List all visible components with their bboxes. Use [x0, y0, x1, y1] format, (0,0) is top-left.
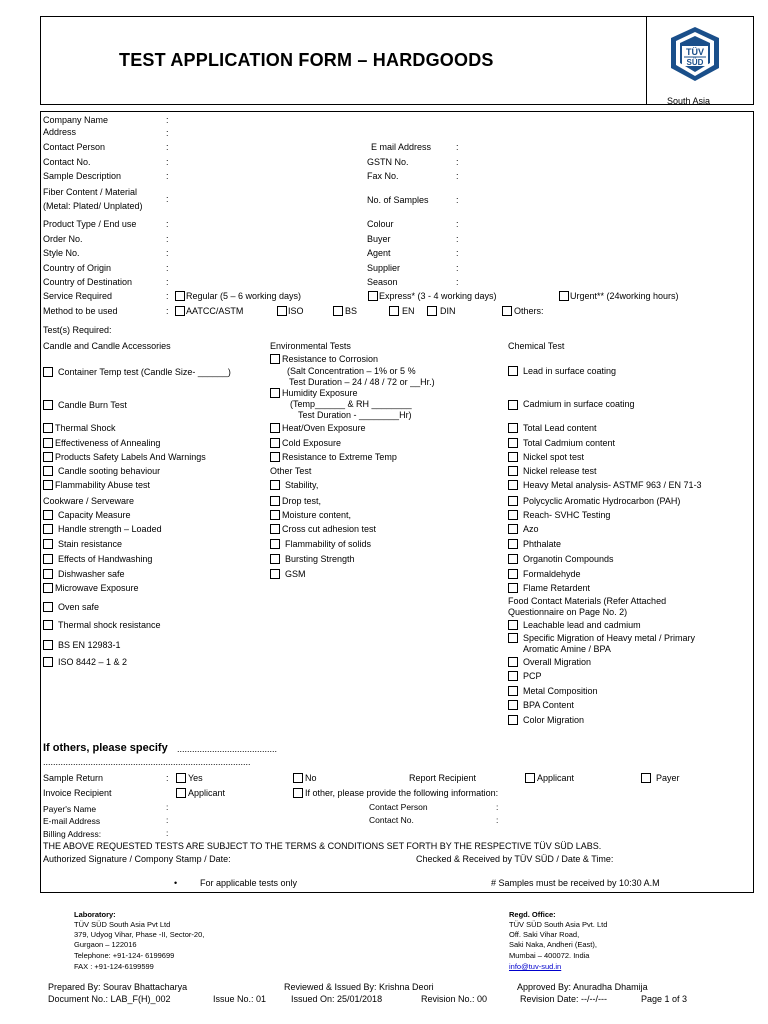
- colon: :: [456, 219, 459, 229]
- others-specify-dots[interactable]: ........................................: [177, 744, 278, 754]
- checkbox-invoice-applicant[interactable]: [176, 788, 186, 798]
- label-method: Method to be used: [43, 306, 118, 316]
- label-country-destination: Country of Destination: [43, 277, 133, 287]
- checkbox-capacity[interactable]: [43, 510, 53, 520]
- checkbox-express[interactable]: [368, 291, 378, 301]
- logo-region: South Asia: [667, 96, 711, 106]
- option-others: Others:: [514, 306, 544, 316]
- note-applicable: For applicable tests only: [200, 878, 298, 888]
- label-billing-address: Billing Address:: [43, 829, 102, 839]
- test-cadmium-surface: Cadmium in surface coating: [523, 399, 635, 409]
- test-gsm: GSM: [285, 569, 306, 579]
- checkbox-bs-en[interactable]: [43, 640, 53, 650]
- others-specify-dots-2[interactable]: ...................................................................................: [43, 757, 251, 767]
- test-candle-burn: Candle Burn Test: [58, 400, 127, 410]
- checkbox-cross-cut[interactable]: [270, 524, 280, 534]
- label-order-no: Order No.: [43, 234, 83, 244]
- test-cross-cut: Cross cut adhesion test: [282, 524, 377, 534]
- environmental-heading: Environmental Tests: [270, 341, 351, 351]
- label-fiber-content-2: (Metal: Plated/ Unplated): [43, 201, 143, 211]
- test-leachable: Leachable lead and cadmium: [523, 620, 641, 630]
- colon: :: [456, 157, 459, 167]
- approved-by: Approved By: Anuradha Dhamija: [517, 982, 648, 992]
- test-drop: Drop test,: [282, 496, 322, 506]
- option-bs: BS: [345, 306, 358, 316]
- test-microwave: Microwave Exposure: [55, 583, 139, 593]
- checkbox-safety-labels[interactable]: [43, 452, 53, 462]
- test-organotin: Organotin Compounds: [523, 554, 614, 564]
- label-gstn: GSTN No.: [367, 157, 409, 167]
- colon: :: [166, 815, 169, 825]
- checkbox-metal-composition[interactable]: [508, 686, 518, 696]
- header-divider: [646, 17, 647, 104]
- label-address: Address: [43, 127, 77, 137]
- colon: :: [166, 219, 169, 229]
- test-heat-oven: Heat/Oven Exposure: [282, 423, 366, 433]
- regd-office-email-link[interactable]: info@tuv-sud.in: [509, 962, 562, 971]
- checkbox-phthalate[interactable]: [508, 539, 518, 549]
- checkbox-heavy-metal[interactable]: [508, 480, 518, 490]
- checkbox-total-cadmium[interactable]: [508, 438, 518, 448]
- checkbox-regular[interactable]: [175, 291, 185, 301]
- colon: :: [166, 142, 169, 152]
- checkbox-azo[interactable]: [508, 524, 518, 534]
- option-report-applicant: Applicant: [537, 773, 575, 783]
- checkbox-urgent[interactable]: [559, 291, 569, 301]
- test-color-migration: Color Migration: [523, 715, 585, 725]
- option-urgent: Urgent** (24working hours): [570, 291, 679, 301]
- checkbox-flammability-abuse[interactable]: [43, 480, 53, 490]
- test-candle-sooting: Candle sooting behaviour: [58, 466, 161, 476]
- checkbox-candle-sooting[interactable]: [43, 466, 53, 476]
- colon: :: [166, 828, 169, 838]
- colon: :: [166, 291, 169, 301]
- label-signature: Authorized Signature / Compony Stamp / Date:: [43, 854, 231, 864]
- laboratory-line: Telephone: +91-124- 6199699: [74, 951, 175, 960]
- label-payer-contact-person: Contact Person: [369, 802, 428, 812]
- checkbox-flammability-solids[interactable]: [270, 539, 280, 549]
- checkbox-organotin[interactable]: [508, 554, 518, 564]
- checkbox-specific-migration[interactable]: [508, 633, 518, 643]
- checkbox-overall-migration[interactable]: [508, 657, 518, 667]
- label-contact-person: Contact Person: [43, 142, 106, 152]
- colon: :: [456, 263, 459, 273]
- checkbox-corrosion[interactable]: [270, 354, 280, 364]
- checkbox-reach[interactable]: [508, 510, 518, 520]
- test-phthalate: Phthalate: [523, 539, 562, 549]
- label-country-origin: Country of Origin: [43, 263, 112, 273]
- checkbox-total-lead[interactable]: [508, 423, 518, 433]
- option-report-payer: Payer: [656, 773, 680, 783]
- checkbox-report-payer[interactable]: [641, 773, 651, 783]
- colon: :: [166, 263, 169, 273]
- label-sample-description: Sample Description: [43, 171, 122, 181]
- test-stain: Stain resistance: [58, 539, 123, 549]
- test-stability: Stability,: [285, 480, 319, 490]
- tests-required-heading: Test(s) Required:: [43, 325, 112, 335]
- checkbox-formaldehyde[interactable]: [508, 569, 518, 579]
- revision-no: Revision No.: 00: [421, 994, 488, 1004]
- form-title: TEST APPLICATION FORM – HARDGOODS: [119, 50, 494, 70]
- test-specific-migration-2: Aromatic Amine / BPA: [523, 644, 611, 654]
- test-overall-migration: Overall Migration: [523, 657, 592, 667]
- colon: :: [456, 171, 459, 181]
- checkbox-extreme-temp[interactable]: [270, 452, 280, 462]
- test-flammability-abuse: Flammability Abuse test: [55, 480, 151, 490]
- label-style-no: Style No.: [43, 248, 80, 258]
- test-handle-strength: Handle strength – Loaded: [58, 524, 162, 534]
- colon: :: [456, 195, 459, 205]
- option-din: DIN: [440, 306, 456, 316]
- colon: :: [166, 157, 169, 167]
- label-colour: Colour: [367, 219, 394, 229]
- checkbox-cold[interactable]: [270, 438, 280, 448]
- laboratory-line: Gurgaon – 122016: [74, 940, 137, 949]
- test-heavy-metal: Heavy Metal analysis- ASTMF 963 / EN 71-3: [523, 480, 702, 490]
- test-bpa: BPA Content: [523, 700, 574, 710]
- checkbox-thermal-shock-resistance[interactable]: [43, 620, 53, 630]
- revision-date: Revision Date: --/--/---: [520, 994, 608, 1004]
- cookware-heading: Cookware / Serveware: [43, 496, 135, 506]
- test-azo: Azo: [523, 524, 539, 534]
- label-sample-return: Sample Return: [43, 773, 104, 783]
- laboratory-line: TÜV SÜD South Asia Pvt Ltd: [74, 920, 171, 929]
- option-iso: ISO: [288, 306, 304, 316]
- test-humidity: Humidity Exposure: [282, 388, 358, 398]
- colon: :: [496, 815, 499, 825]
- checkbox-nickel-spot[interactable]: [508, 452, 518, 462]
- checkbox-en[interactable]: [389, 306, 399, 316]
- test-extreme-temp: Resistance to Extreme Temp: [282, 452, 397, 462]
- label-email: E mail Address: [371, 142, 432, 152]
- form-header: [40, 16, 754, 105]
- regd-office-line: Mumbai – 400072. India: [509, 951, 590, 960]
- checkbox-stain[interactable]: [43, 539, 53, 549]
- svg-text:SÜD: SÜD: [686, 58, 704, 67]
- checkbox-invoice-other[interactable]: [293, 788, 303, 798]
- checkbox-heat-oven[interactable]: [270, 423, 280, 433]
- checkbox-leachable[interactable]: [508, 620, 518, 630]
- colon: :: [166, 248, 169, 258]
- label-service-required: Service Required: [43, 291, 113, 301]
- test-nickel-spot: Nickel spot test: [523, 452, 585, 462]
- option-en: EN: [402, 306, 415, 316]
- checkbox-effectiveness[interactable]: [43, 438, 53, 448]
- checkbox-handle-strength[interactable]: [43, 524, 53, 534]
- checkbox-humidity[interactable]: [270, 388, 280, 398]
- document-no: Document No.: LAB_F(H)_002: [48, 994, 171, 1004]
- checkbox-candle-burn[interactable]: [43, 400, 53, 410]
- checkbox-gsm[interactable]: [270, 569, 280, 579]
- others-specify-label: If others, please specify: [43, 742, 168, 754]
- colon: :: [166, 773, 169, 783]
- colon: :: [456, 142, 459, 152]
- test-safety-labels: Products Safety Labels And Warnings: [55, 452, 206, 462]
- colon: :: [166, 306, 169, 316]
- checkbox-microwave[interactable]: [43, 583, 53, 593]
- test-formaldehyde: Formaldehyde: [523, 569, 581, 579]
- laboratory-line: 379, Udyog Vihar, Phase -II, Sector-20,: [74, 930, 205, 939]
- checkbox-color-migration[interactable]: [508, 715, 518, 725]
- regd-office-heading: Regd. Office:: [509, 910, 556, 919]
- test-metal-composition: Metal Composition: [523, 686, 598, 696]
- test-cold: Cold Exposure: [282, 438, 342, 448]
- regd-office-line: Off. Saki Vihar Road,: [509, 930, 580, 939]
- option-invoice-other: If other, please provide the following information:: [305, 788, 499, 798]
- test-pah: Polycyclic Aromatic Hydrocarbon (PAH): [523, 496, 681, 506]
- checkbox-flame-retardent[interactable]: [508, 583, 518, 593]
- label-payer-name: Payer's Name: [43, 804, 97, 814]
- test-bs-en: BS EN 12983-1: [58, 640, 121, 650]
- colon: :: [166, 194, 169, 204]
- colon: :: [166, 802, 169, 812]
- checkbox-pcp[interactable]: [508, 671, 518, 681]
- food-contact-heading: Food Contact Materials (Refer Attached: [508, 596, 667, 606]
- checkbox-cadmium-surface[interactable]: [508, 400, 518, 410]
- candle-heading: Candle and Candle Accessories: [43, 341, 171, 351]
- checkbox-aatcc-astm[interactable]: [175, 306, 185, 316]
- checkbox-oven[interactable]: [43, 602, 53, 612]
- label-fiber-content: Fiber Content / Material: [43, 187, 138, 197]
- chemical-heading: Chemical Test: [508, 341, 565, 351]
- bullet-icon: •: [174, 878, 178, 888]
- option-regular: Regular (5 – 6 working days): [186, 291, 302, 301]
- test-total-lead: Total Lead content: [523, 423, 597, 433]
- test-moisture: Moisture content,: [282, 510, 352, 520]
- checkbox-drop[interactable]: [270, 496, 280, 506]
- terms-text: THE ABOVE REQUESTED TESTS ARE SUBJECT TO THE TERMS & CONDITIONS SET FORTH BY THE RESPECTIVE TÜV SÜD LABS.: [43, 841, 602, 851]
- option-aatcc-astm: AATCC/ASTM: [186, 306, 244, 316]
- label-agent: Agent: [367, 248, 391, 258]
- checkbox-nickel-release[interactable]: [508, 466, 518, 476]
- checkbox-report-applicant[interactable]: [525, 773, 535, 783]
- label-contact-no: Contact No.: [43, 157, 91, 167]
- test-handwashing: Effects of Handwashing: [58, 554, 153, 564]
- test-effectiveness: Effectiveness of Annealing: [55, 438, 161, 448]
- checkbox-moisture[interactable]: [270, 510, 280, 520]
- checkbox-dishwasher[interactable]: [43, 569, 53, 579]
- checkbox-handwashing[interactable]: [43, 554, 53, 564]
- test-bursting: Bursting Strength: [285, 554, 355, 564]
- page-number: Page 1 of 3: [641, 994, 688, 1004]
- issued-on: Issued On: 25/01/2018: [291, 994, 383, 1004]
- colon: :: [166, 234, 169, 244]
- colon: :: [456, 277, 459, 287]
- reviewed-by: Reviewed & Issued By: Krishna Deori: [284, 982, 434, 992]
- checkbox-return-no[interactable]: [293, 773, 303, 783]
- checkbox-bursting[interactable]: [270, 554, 280, 564]
- label-supplier: Supplier: [367, 263, 401, 273]
- colon: :: [456, 248, 459, 258]
- regd-office-line: Saki Naka, Andheri (East),: [509, 940, 597, 949]
- test-humidity-temp: (Temp______ & RH ________: [290, 399, 412, 409]
- checkbox-container-temp[interactable]: [43, 367, 53, 377]
- option-return-yes: Yes: [188, 773, 203, 783]
- label-no-samples: No. of Samples: [367, 195, 429, 205]
- laboratory-line: FAX : +91-124-6199599: [74, 962, 154, 971]
- food-contact-heading-2: Questionnaire on Page No. 2): [508, 607, 628, 617]
- test-flame-retardent: Flame Retardent: [523, 583, 591, 593]
- label-payer-email: E-mail Address: [43, 816, 101, 826]
- checkbox-din[interactable]: [427, 306, 437, 316]
- checkbox-iso[interactable]: [277, 306, 287, 316]
- label-buyer: Buyer: [367, 234, 391, 244]
- test-humidity-duration: Test Duration - ________Hr): [298, 410, 412, 420]
- checkbox-bpa[interactable]: [508, 700, 518, 710]
- laboratory-heading: Laboratory:: [74, 910, 116, 919]
- test-capacity: Capacity Measure: [58, 510, 131, 520]
- colon: :: [496, 802, 499, 812]
- checkbox-stability[interactable]: [270, 480, 280, 490]
- test-total-cadmium: Total Cadmium content: [523, 438, 616, 448]
- label-report-recipient: Report Recipient: [409, 773, 477, 783]
- colon: :: [166, 115, 169, 125]
- test-container-temp: Container Temp test (Candle Size- ______): [58, 367, 231, 377]
- test-oven: Oven safe: [58, 602, 100, 612]
- test-iso-8442: ISO 8442 – 1 & 2: [58, 657, 128, 667]
- colon: :: [166, 171, 169, 181]
- colon: :: [456, 234, 459, 244]
- test-nickel-release: Nickel release test: [523, 466, 597, 476]
- other-test-heading: Other Test: [270, 466, 312, 476]
- test-corrosion: Resistance to Corrosion: [282, 354, 379, 364]
- checkbox-bs[interactable]: [333, 306, 343, 316]
- checkbox-thermal-shock[interactable]: [43, 423, 53, 433]
- test-thermal-shock-resistance: Thermal shock resistance: [58, 620, 161, 630]
- tuv-sud-logo: [663, 24, 727, 100]
- svg-text:TÜV: TÜV: [686, 47, 704, 57]
- checkbox-iso-8442[interactable]: [43, 657, 53, 667]
- note-samples-time: # Samples must be received by 10:30 A.M: [491, 878, 660, 888]
- option-express: Express* (3 - 4 working days): [379, 291, 497, 301]
- label-fax: Fax No.: [367, 171, 399, 181]
- test-thermal-shock: Thermal Shock: [55, 423, 116, 433]
- option-invoice-applicant: Applicant: [188, 788, 226, 798]
- label-checked-received: Checked & Received by TÜV SÜD / Date & Time:: [416, 854, 614, 864]
- checkbox-lead-surface[interactable]: [508, 366, 518, 376]
- colon: :: [166, 128, 169, 138]
- test-dishwasher: Dishwasher safe: [58, 569, 125, 579]
- label-company-name: Company Name: [43, 115, 109, 125]
- test-pcp: PCP: [523, 671, 542, 681]
- checkbox-return-yes[interactable]: [176, 773, 186, 783]
- label-product-type: Product Type / End use: [43, 219, 137, 229]
- test-specific-migration: Specific Migration of Heavy metal / Primary: [523, 633, 696, 643]
- prepared-by: Prepared By: Sourav Bhattacharya: [48, 982, 188, 992]
- option-return-no: No: [305, 773, 317, 783]
- test-duration: Test Duration – 24 / 48 / 72 or __Hr.): [289, 377, 435, 387]
- label-invoice-recipient: Invoice Recipient: [43, 788, 112, 798]
- label-payer-contact-no: Contact No.: [369, 815, 414, 825]
- colon: :: [166, 277, 169, 287]
- checkbox-others[interactable]: [502, 306, 512, 316]
- test-salt: (Salt Concentration – 1% or 5 %: [287, 366, 416, 376]
- label-season: Season: [367, 277, 398, 287]
- test-reach: Reach- SVHC Testing: [523, 510, 611, 520]
- test-lead-surface: Lead in surface coating: [523, 366, 617, 376]
- issue-no: Issue No.: 01: [213, 994, 267, 1004]
- test-flammability-solids: Flammability of solids: [285, 539, 372, 549]
- checkbox-pah[interactable]: [508, 496, 518, 506]
- regd-office-line: TÜV SÜD South Asia Pvt. Ltd: [509, 920, 608, 929]
